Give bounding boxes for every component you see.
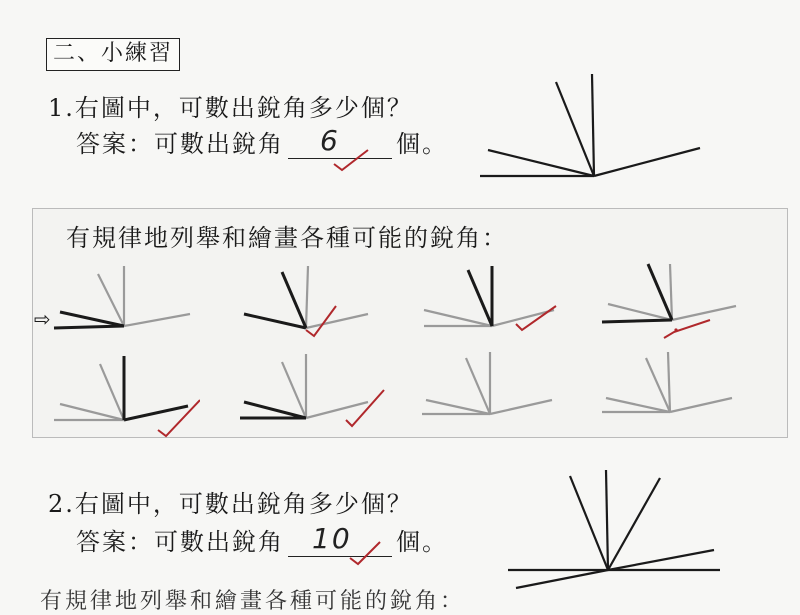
practice-diagram-2 [236, 262, 386, 338]
arrow-pointer-icon: ⇨ [34, 307, 51, 331]
answer-1-prefix: 答案：可數出銳角 [76, 130, 284, 158]
practice-diagram-8 [598, 350, 748, 426]
section-title: 二、小練習 [46, 38, 180, 71]
practice-diagram-1 [50, 262, 200, 338]
question-1-answer-row [76, 124, 448, 159]
figure-2-angles-diagram [500, 466, 730, 590]
practice-diagram-7 [418, 350, 568, 426]
answer-1-blank [288, 124, 392, 159]
next-instruction-cutoff: 有規律地列舉和繪畫各種可能的銳角： [40, 589, 466, 614]
check-mark-icon [312, 142, 382, 172]
check-mark-icon [312, 540, 382, 570]
question-1-prompt: 1.右圖中，可數出銳角多少個？ [48, 94, 413, 122]
answer-2-blank [288, 522, 392, 557]
answer-2-handwritten: 10 [312, 522, 352, 555]
answer-1-handwritten: 6 [320, 124, 340, 157]
answer-2-suffix: 個。 [396, 528, 448, 556]
practice-diagram-6 [236, 350, 386, 434]
answer-1-suffix: 個。 [396, 130, 448, 158]
practice-title: 有規律地列舉和繪畫各種可能的銳角： [66, 224, 508, 252]
question-2-answer-row [76, 522, 448, 557]
practice-diagram-5 [50, 350, 200, 444]
practice-diagram-4 [598, 262, 748, 342]
practice-diagram-3 [418, 262, 568, 338]
answer-2-prefix: 答案：可數出銳角 [76, 528, 284, 556]
figure-1-angles-diagram [470, 70, 720, 190]
question-2-prompt: 2.右圖中，可數出銳角多少個？ [48, 490, 413, 518]
